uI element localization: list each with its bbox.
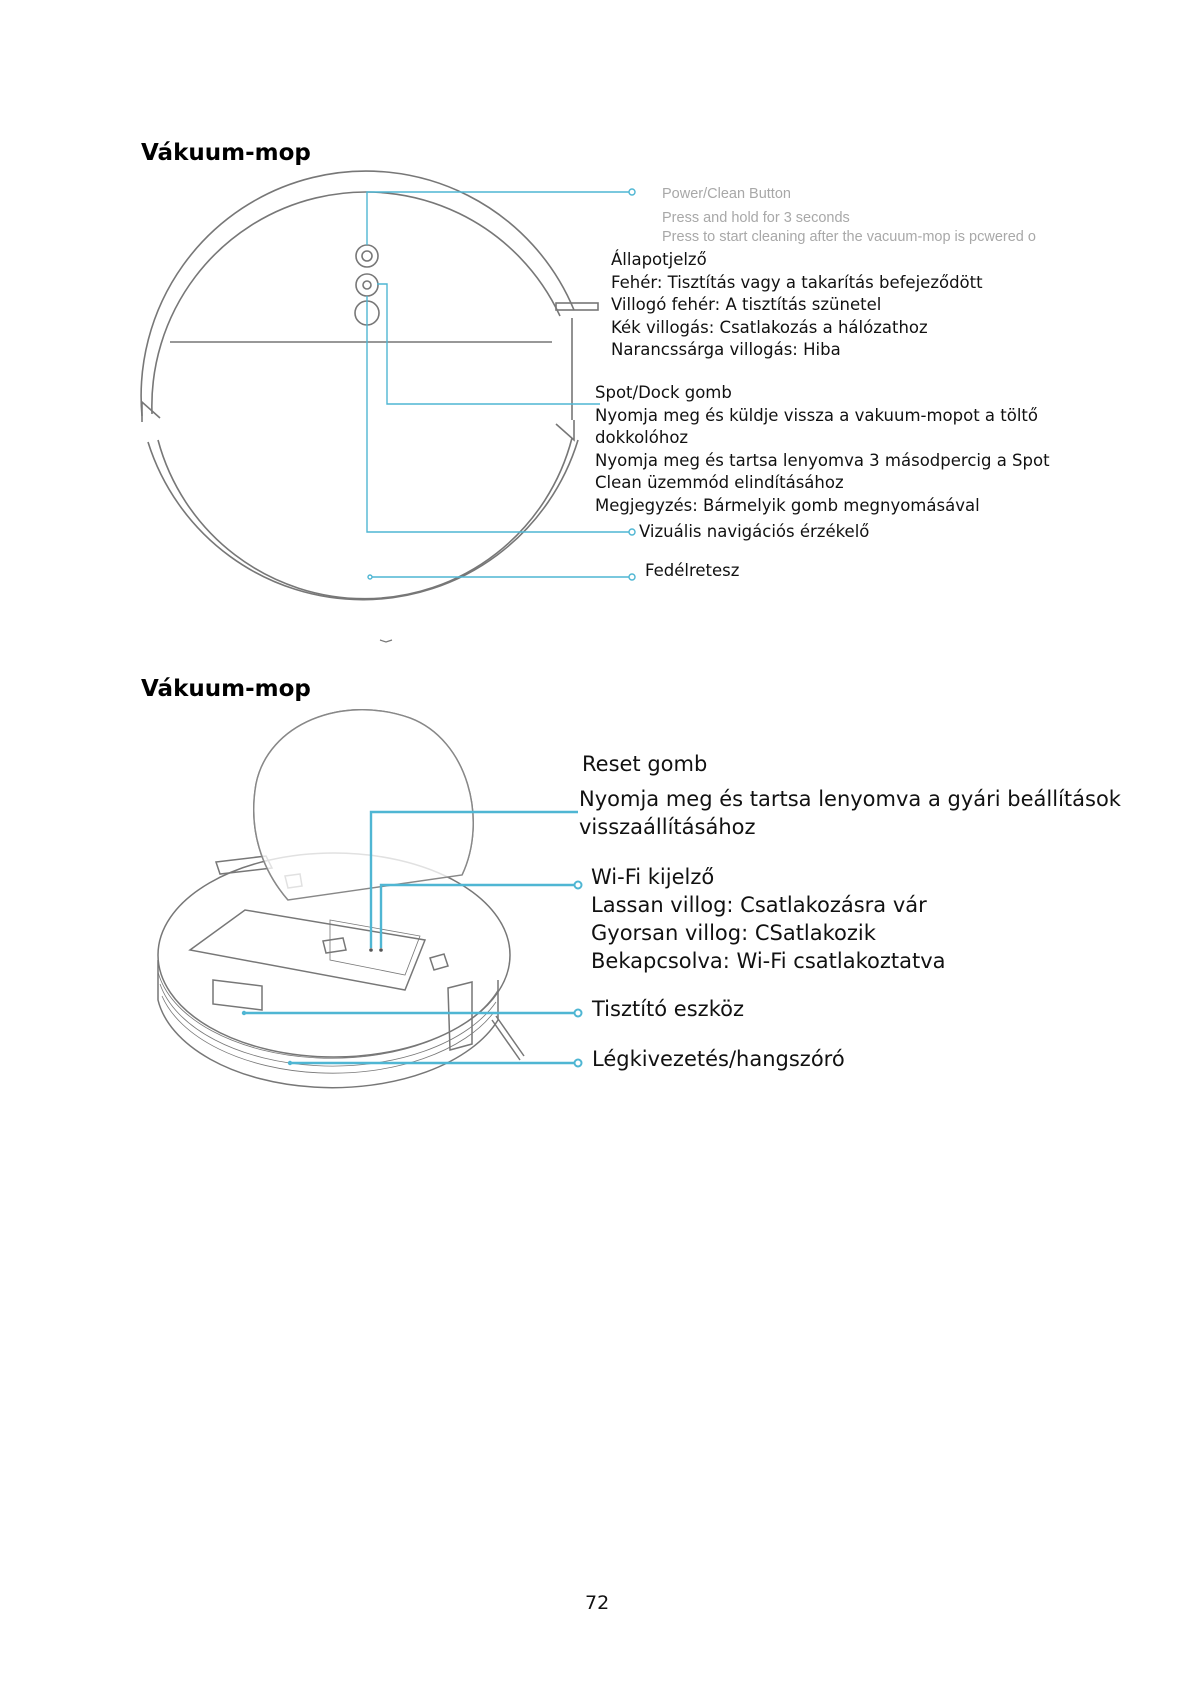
power-button-english-title: Power/Clean Button [662,186,791,202]
reset-button-description [579,785,1121,841]
spot-dock-line: dokkolóhoz [595,428,689,448]
air-outlet-speaker-label: Légkivezetés/hangszóró [592,1047,845,1071]
robot-lid [254,710,473,900]
lid-latch-label: Fedélretesz [645,561,740,580]
top-callout-lines [367,192,632,577]
status-line: Villogó fehér: A tisztítás szünetel [611,295,882,315]
section-title-1: Vákuum-mop [141,140,311,166]
wifi-line: Gyorsan villog: CSatlakozik [591,921,876,945]
spot-dock-line: Clean üzemmód elindításához [595,473,844,493]
page-number: 72 [585,1592,610,1614]
reset-line: Nyomja meg és tartsa lenyomva a gyári beállítások [579,787,1121,811]
status-indicator-callout [611,249,983,362]
spot-dock-line: Megjegyzés: Bármelyik gomb megnyomásával [595,495,980,515]
status-line: Fehér: Tisztítás vagy a takarítás befejeződött [611,272,983,292]
power-button-english-line1: Press and hold for 3 seconds [662,210,850,226]
section-title-2: Vákuum-mop [141,676,311,702]
visual-nav-sensor-label: Vizuális navigációs érzékelő [639,522,870,541]
wifi-indicator-callout [591,863,946,975]
power-button-english-line2: Press to start cleaning after the vacuum-mop is pcwered o [662,229,1036,245]
spot-dock-line: Nyomja meg és tartsa lenyomva 3 másodpercig a Spot [595,450,1050,470]
spot-dock-title: Spot/Dock gomb [595,383,732,402]
status-line: Kék villogás: Csatlakozás a hálózathoz [611,317,928,337]
spot-dock-line: Nyomja meg és küldje vissza a vakuum-mopot a töltő [595,405,1038,425]
reset-line: visszaállításához [579,815,756,839]
spot-dock-callout [595,382,1050,518]
wifi-indicator-title: Wi-Fi kijelző [591,865,715,889]
robot-top-view [141,171,598,642]
wifi-line: Bekapcsolva: Wi-Fi csatlakoztatva [591,949,946,973]
cleaning-tool-label: Tisztító eszköz [592,997,744,1021]
wifi-line: Lassan villog: Csatlakozásra vár [591,893,927,917]
status-line: Narancssárga villogás: Hiba [611,340,841,360]
status-indicator-title: Állapotjelző [611,250,707,269]
reset-button-title: Reset gomb [582,752,708,776]
